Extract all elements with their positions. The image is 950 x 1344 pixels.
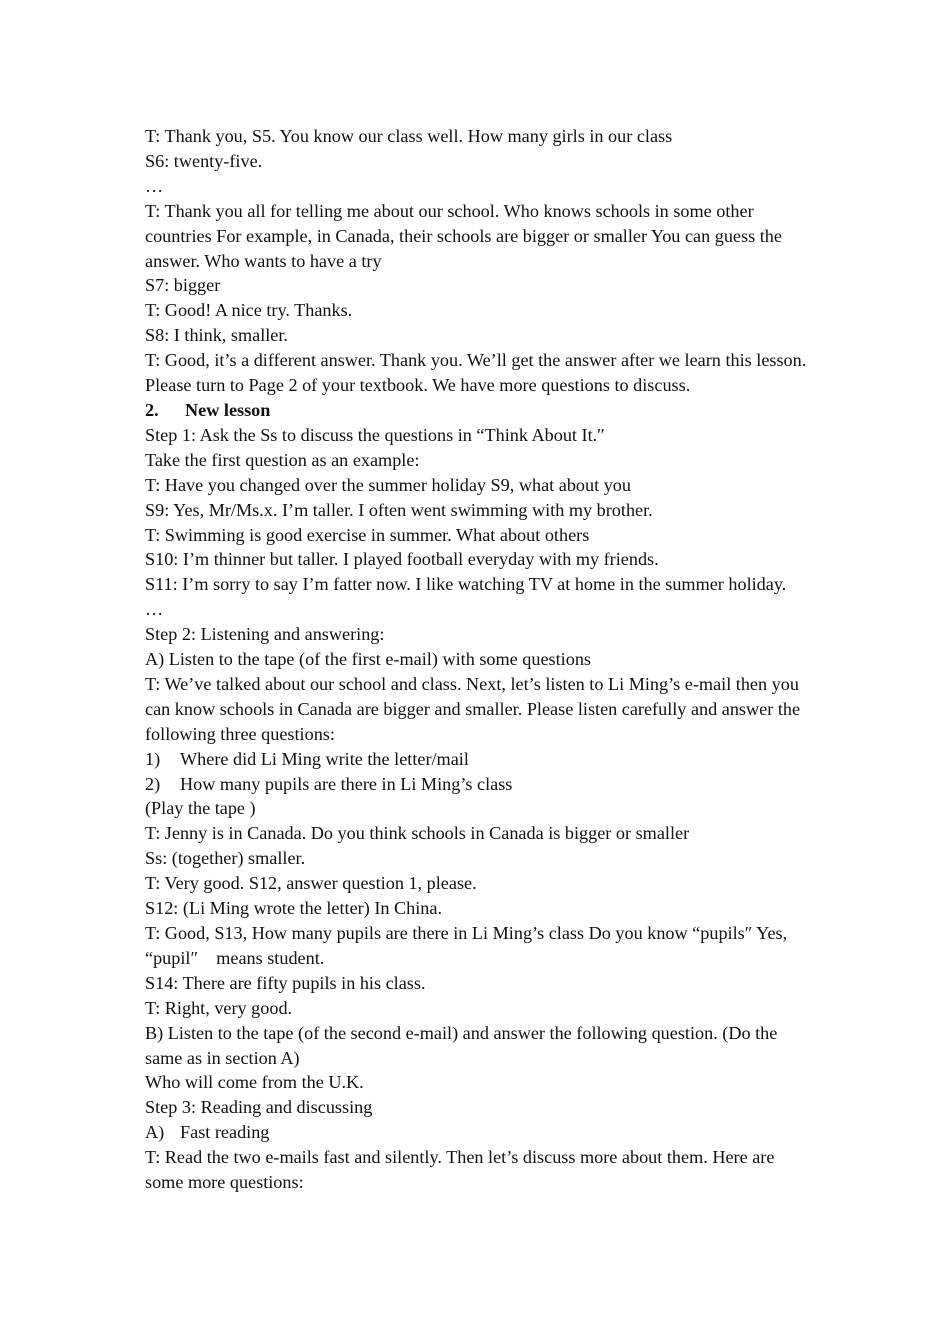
paragraph: T: Jenny is in Canada. Do you think schools in Canada is bigger or smaller — [145, 823, 690, 844]
section-number: 2. — [145, 399, 159, 420]
paragraph: T: Thank you, S5. You know our class well. How many girls in our class — [145, 126, 673, 146]
subsection-label: A) — [145, 1122, 165, 1143]
paragraph: T: Good, S13, How many pupils are there in Li Ming’s class Do you know “pupils″ Yes, “pupil″ means student. — [145, 923, 788, 968]
list-text: Where did Li Ming write the letter/mail — [180, 748, 469, 769]
paragraph: T: Thank you all for telling me about our school. Who knows schools in some other countries For example, in Canada, their schools are bigger or smaller You can guess the answer. Who wants to have a try — [145, 200, 782, 271]
paragraph: T: Good, it’s a different answer. Thank you. We’ll get the answer after we learn this lesson. Please turn to Page 2 of your textbook. We have more questions to discuss. — [145, 350, 807, 396]
paragraph: B) Listen to the tape (of the second e-mail) and answer the following question. (Do the same as in section A) — [145, 1022, 778, 1068]
list-number: 1) — [145, 748, 161, 769]
paragraph: … — [145, 175, 164, 196]
list-text: How many pupils are there in Li Ming’s class — [180, 773, 513, 794]
paragraph: S7: bigger — [145, 275, 221, 296]
paragraph: Ss: (together) smaller. — [145, 848, 306, 869]
paragraph: S12: (Li Ming wrote the letter) In China. — [145, 898, 443, 919]
paragraph: Step 3: Reading and discussing — [145, 1097, 373, 1118]
subsection-heading — [145, 1120, 810, 1145]
paragraph: S8: I think, smaller. — [145, 325, 288, 346]
paragraph: T: Read the two e-mails fast and silently. Then let’s discuss more about them. Here are some more questions: — [145, 1147, 775, 1193]
paragraph: T: Swimming is good exercise in summer. What about others — [145, 524, 590, 545]
document-body — [145, 124, 810, 1195]
paragraph: S11: I’m sorry to say I’m fatter now. I like watching TV at home in the summer holiday. — [145, 574, 787, 595]
paragraph: S6: twenty-five. — [145, 150, 263, 171]
paragraph: S14: There are fifty pupils in his class. — [145, 972, 426, 993]
paragraph: S9: Yes, Mr/Ms.x. I’m taller. I often went swimming with my brother. — [145, 499, 653, 520]
paragraph: Who will come from the U.K. — [145, 1072, 364, 1093]
paragraph: S10: I’m thinner but taller. I played football everyday with my friends. — [145, 549, 659, 570]
paragraph: T: We’ve talked about our school and class. Next, let’s listen to Li Ming’s e-mail then you can know schools in Canada are bigger and smaller. Please listen carefully and answer the following three questions: — [145, 673, 801, 744]
list-number: 2) — [145, 773, 161, 794]
section-heading — [145, 398, 810, 423]
paragraph: Take the first question as an example: — [145, 449, 420, 470]
paragraph: Step 1: Ask the Ss to discuss the questions in “Think About It.″ — [145, 424, 605, 445]
list-item — [145, 772, 810, 797]
section-title: New lesson — [185, 399, 271, 420]
subsection-title: Fast reading — [180, 1122, 270, 1143]
paragraph: (Play the tape ) — [145, 798, 256, 819]
paragraph: T: Very good. S12, answer question 1, please. — [145, 873, 477, 894]
paragraph: Step 2: Listening and answering: — [145, 624, 385, 645]
list-item — [145, 747, 810, 772]
paragraph: T: Have you changed over the summer holiday S9, what about you — [145, 474, 631, 495]
paragraph: A) Listen to the tape (of the first e-mail) with some questions — [145, 649, 591, 670]
paragraph: T: Good! A nice try. Thanks. — [145, 300, 353, 321]
paragraph: … — [145, 599, 164, 620]
paragraph: T: Right, very good. — [145, 997, 293, 1018]
